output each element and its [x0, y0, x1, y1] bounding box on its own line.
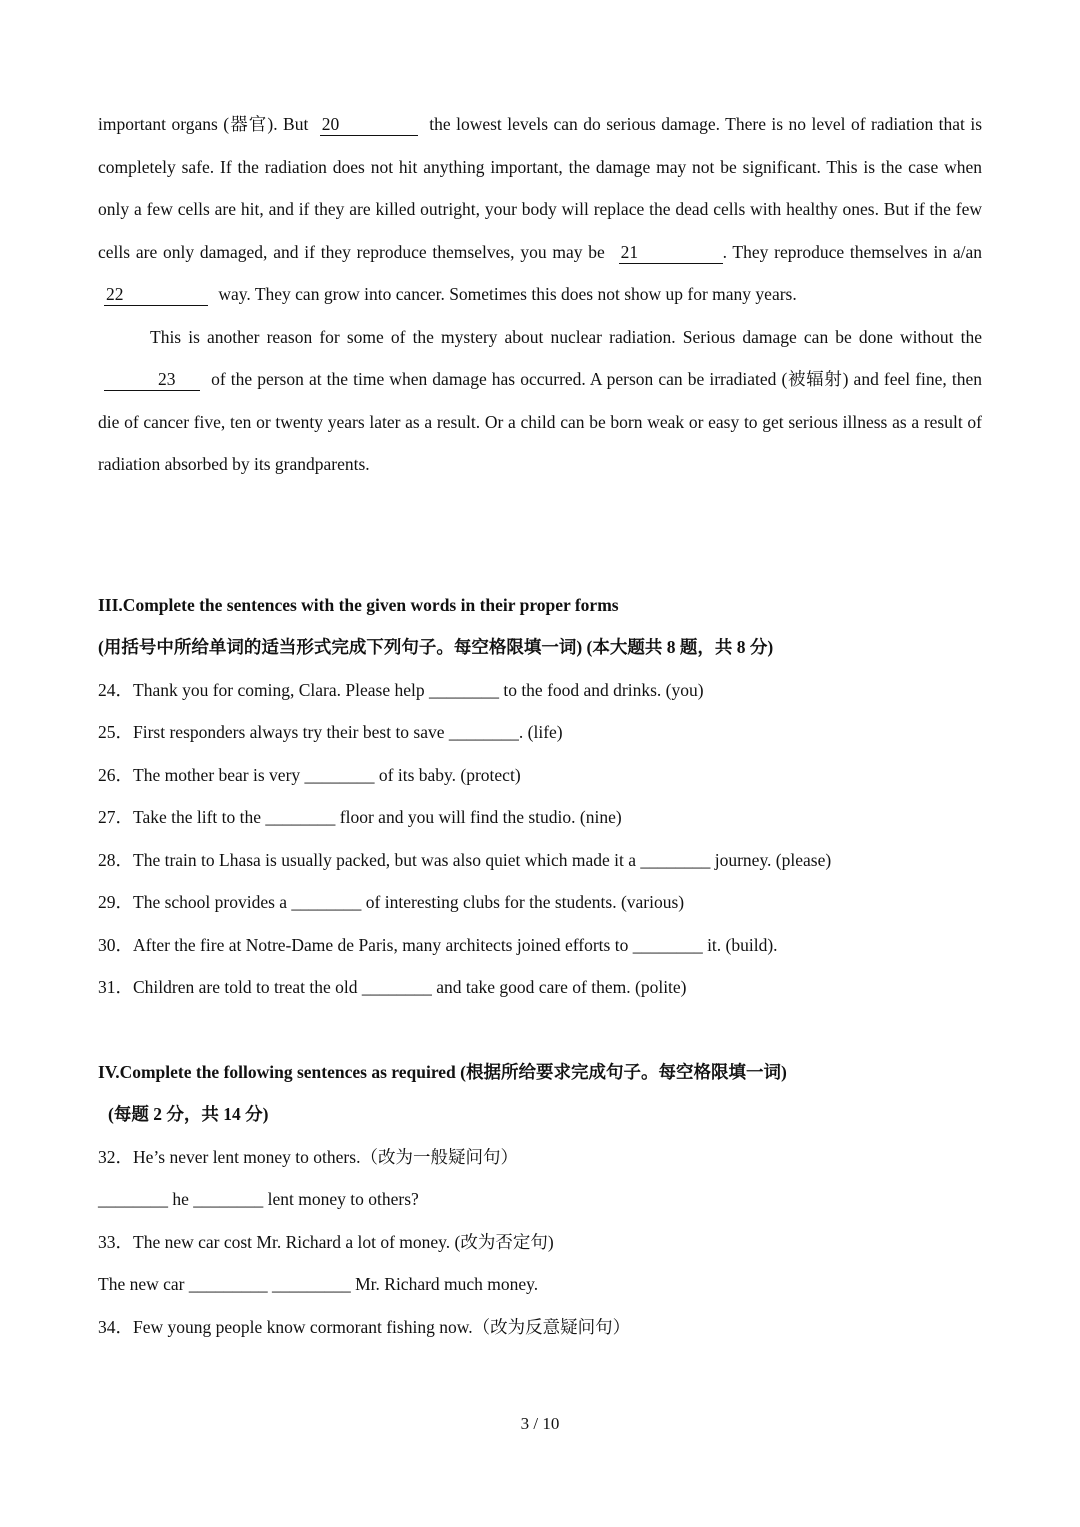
- question-34: 34．Few young people know cormorant fishing now.（改为反意疑问句）: [98, 1316, 631, 1337]
- answer-line-33: The new car _________ _________ Mr. Richard much money.: [98, 1274, 539, 1294]
- question-30: 30．After the fire at Notre-Dame de Paris, many architects joined efforts to ________ it. (build).: [98, 934, 778, 955]
- section-4-title-cn: (根据所给要求完成句子。每空格限填一词): [460, 1061, 787, 1082]
- section-4-title: [98, 1051, 982, 1094]
- question-27: 27．Take the lift to the ________ floor and you will find the studio. (nine): [98, 807, 622, 827]
- question-26: 26．The mother bear is very ________ of its baby. (protect): [98, 764, 521, 785]
- question-28: 28．The train to Lhasa is usually packed, but was also quiet which made it a ________ journey. (please): [98, 849, 832, 870]
- passage-text: of the person at the time when damage has occurred. A person can be irradiated (被辐射) and feel fine, then die of cancer five, ten or twenty years later as a result. Or a child can be born weak or easy to get serious illness as a result of radiation absorbed by its grandparents.: [98, 369, 982, 474]
- section-3-title: III.Complete the sentences with the given words in their proper forms: [98, 594, 619, 615]
- blank-20: 20: [320, 113, 418, 136]
- question-29: 29．The school provides a ________ of interesting clubs for the students. (various): [98, 892, 685, 912]
- question-31: 31．Children are told to treat the old ________ and take good care of them. (polite): [98, 977, 687, 997]
- page-number: 3 / 10: [520, 1414, 560, 1433]
- question-33: 33．The new car cost Mr. Richard a lot of money. (改为否定句): [98, 1231, 554, 1252]
- passage-text: the lowest levels can do serious damage. There is no level of radiation that is completely safe. If the radiation does not hit anything important, the damage may not be significant. This is the case when only a few cells are hit, and if they are killed outright, your body will replace the dead cells with healthy ones. But if the few cells are only damaged, and if they reproduce themselves, you may be: [98, 114, 983, 262]
- answer-line-32: ________ he ________ lent money to others?: [98, 1189, 419, 1209]
- passage-text: . They reproduce themselves in a/an: [722, 241, 982, 262]
- blank-22: 22: [104, 283, 208, 306]
- section-3-note: (用括号中所给单词的适当形式完成下列句子。每空格限填一词) (本大题共 8 题，共 8 分): [98, 637, 774, 657]
- page-content: [98, 103, 982, 1348]
- passage-paragraph-1: [98, 103, 982, 316]
- passage-text: important organs (器官). But: [98, 114, 309, 134]
- blank-21: 21: [619, 241, 723, 264]
- section-4-note: (每题 2 分，共 14 分): [108, 1104, 269, 1124]
- question-32: 32．He’s never lent money to others.（改为一般疑问句）: [98, 1146, 518, 1167]
- passage-text: This is another reason for some of the mystery about nuclear radiation. Serious damage can be done without the: [150, 326, 982, 347]
- passage-paragraph-2: [98, 316, 982, 486]
- section-4-title-en: IV.Complete the following sentences as required: [98, 1061, 456, 1082]
- passage-text: way. They can grow into cancer. Sometimes this does not show up for many years.: [218, 284, 797, 304]
- blank-23: 23: [104, 368, 200, 391]
- question-24: 24．Thank you for coming, Clara. Please help ________ to the food and drinks. (you): [98, 679, 704, 700]
- question-25: 25．First responders always try their best to save ________. (life): [98, 722, 563, 742]
